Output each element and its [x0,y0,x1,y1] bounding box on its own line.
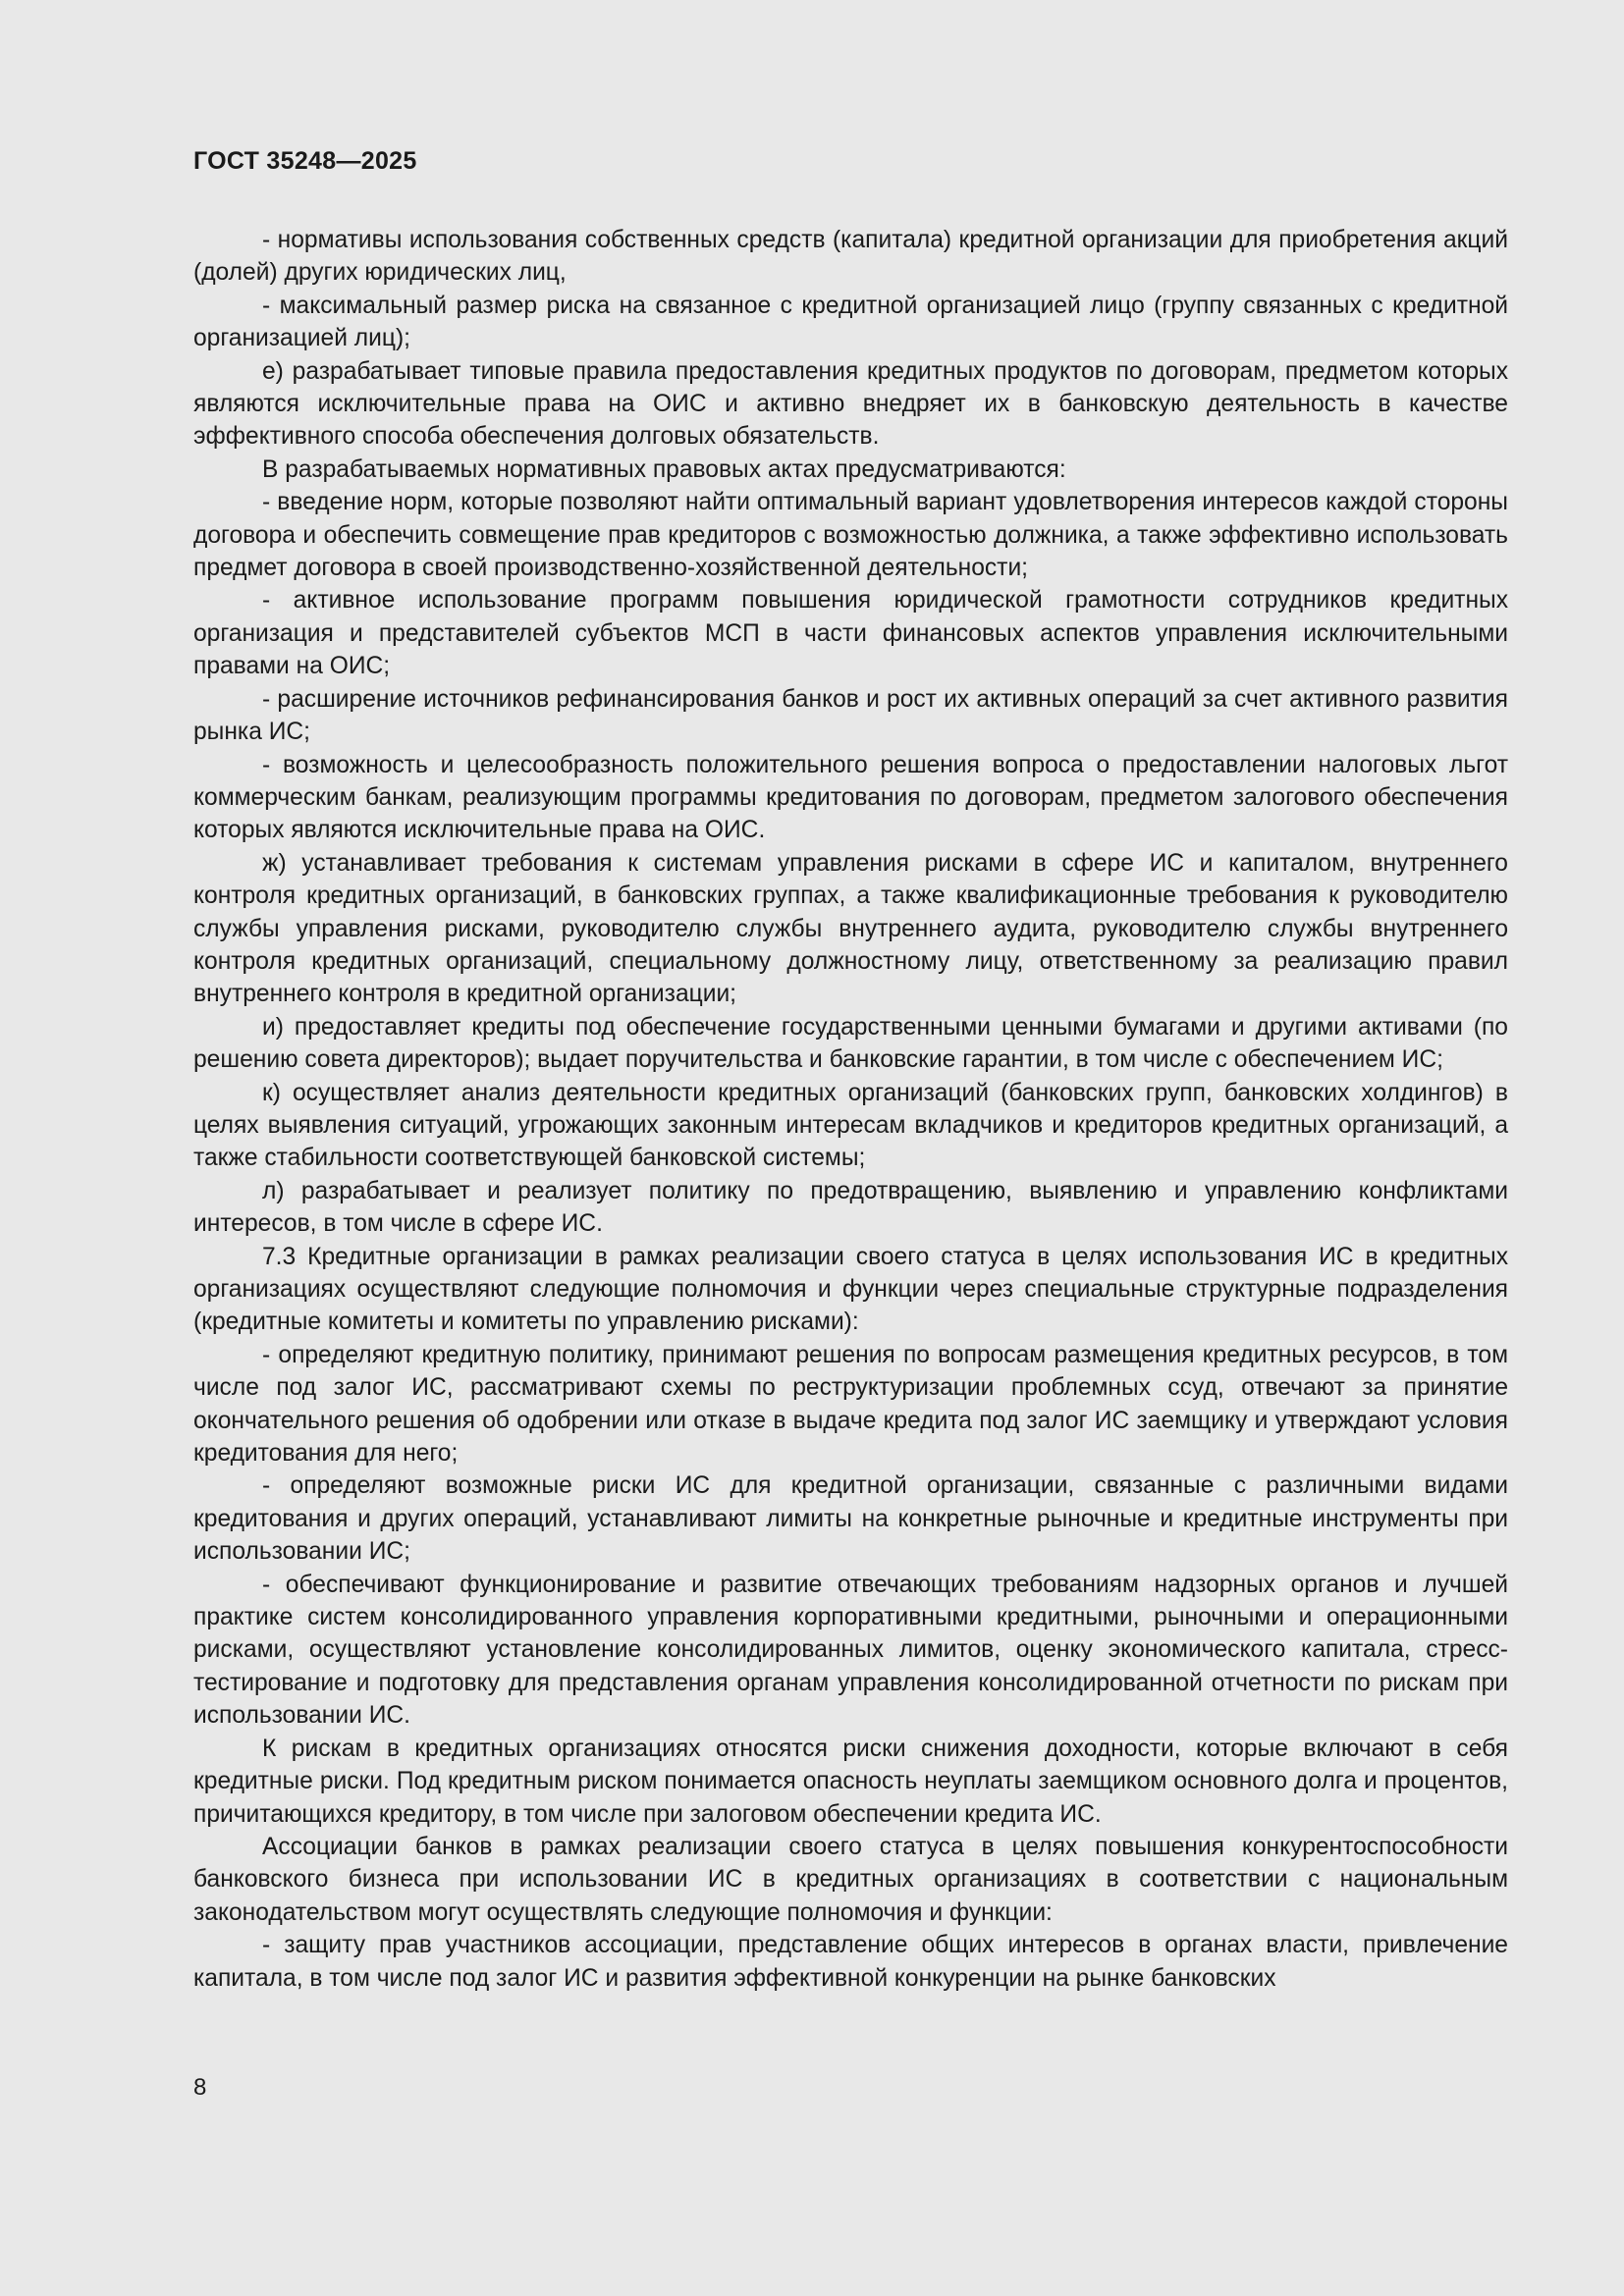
paragraph: 7.3 Кредитные организации в рамках реализации своего статуса в целях использования ИС в кредитных организациях осуществляют следующие полномочия и функции через специальные структурные подразделения (кредитные комитеты и комитеты по управлению рисками): [193,1243,1508,1336]
paragraph: К рискам в кредитных организациях относятся риски снижения доходности, которые включают в себя кредитные риски. Под кредитным риском понимается опасность неуплаты заемщиком основного долга и процентов, причитающихся кредитору, в том числе при залоговом обеспечении кредита ИС. [193,1735,1508,1828]
paragraph: Ассоциации банков в рамках реализации своего статуса в целях повышения конкурентоспособности банковского бизнеса при использовании ИС в кредитных организациях в соответствии с национальным законодательством могут осуществлять следующие полномочия и функции: [193,1833,1508,1926]
paragraph: - введение норм, которые позволяют найти оптимальный вариант удовлетворения интересов каждой стороны договора и обеспечить совмещение прав кредиторов с возможностью должника, а также эффективно использовать предмет договора в своей производственно-хозяйственной деятельности; [193,489,1508,582]
paragraph: - расширение источников рефинансирования банков и рост их активных операций за счет активного развития рынка ИС; [193,685,1508,746]
paragraph: - нормативы использования собственных средств (капитала) кредитной организации для приобретения акций (долей) других юридических лиц, [193,227,1508,287]
paragraph: - определяют кредитную политику, принимают решения по вопросам размещения кредитных ресурсов, в том числе под залог ИС, рассматривают схемы по реструктуризации проблемных ссуд, отвечают за принятие окончательного решения об одобрении или отказе в выдаче кредита под залог ИС заемщику и утверждают условия кредитования для него; [193,1341,1508,1468]
page-number: 8 [193,2074,207,2101]
paragraph: - определяют возможные риски ИС для кредитной организации, связанные с различными видами кредитования и других операций, устанавливают лимиты на конкретные рыночные и кредитные инструменты при использовании ИС; [193,1472,1508,1566]
paragraph: - защиту прав участников ассоциации, представление общих интересов в органах власти, привлечение капитала, в том числе под залог ИС и развития эффективной конкуренции на рынке банковских [193,1932,1508,1992]
paragraph: - возможность и целесообразность положительного решения вопроса о предоставлении налоговых льгот коммерческим банкам, реализующим программы кредитования по договорам, предметом залогового обеспечения которых являются исключительные права на ОИС. [193,751,1508,844]
paragraph: и) предоставляет кредиты под обеспечение государственными ценными бумагами и другими активами (по решению совета директоров); выдает поручительства и банковские гарантии, в том числе с обеспечением ИС; [193,1013,1508,1074]
paragraph: л) разрабатывает и реализует политику по предотвращению, выявлению и управлению конфликтами интересов, в том числе в сфере ИС. [193,1177,1508,1238]
paragraph: - обеспечивают функционирование и развитие отвечающих требованиям надзорных органов и лучшей практике систем консолидированного управления корпоративными кредитными, рыночными и операционными рисками, осуществляют установление консолидированных лимитов, оценку экономического капитала, стресс-тестирование и подготовку для представления органам управления консолидированной отчетности по рискам при использовании ИС. [193,1571,1508,1730]
paragraph: к) осуществляет анализ деятельности кредитных организаций (банковских групп, банковских холдингов) в целях выявления ситуаций, угрожающих законным интересам вкладчиков и кредиторов кредитных организаций, а также стабильности соответствующей банковской системы; [193,1079,1508,1172]
body-text [193,224,1508,1995]
document-header: ГОСТ 35248—2025 [193,147,417,175]
paragraph: ж) устанавливает требования к системам управления рисками в сфере ИС и капиталом, внутреннего контроля кредитных организаций, в банковских группах, а также квалификационные требования к руководителю службы управления рисками, руководителю службы внутреннего аудита, руководителю службы внутреннего контроля кредитных организаций, специальному должностному лицу, ответственному за реализацию правил внутреннего контроля в кредитной организации; [193,849,1508,1008]
paragraph: В разрабатываемых нормативных правовых актах предусматриваются: [262,455,1066,483]
paragraph: - максимальный размер риска на связанное с кредитной организацией лицо (группу связанных с кредитной организацией лиц); [193,292,1508,352]
paragraph: - активное использование программ повышения юридической грамотности сотрудников кредитных организация и представителей субъектов МСП в части финансовых аспектов управления исключительными правами на ОИС; [193,587,1508,680]
paragraph: е) разрабатывает типовые правила предоставления кредитных продуктов по договорам, предметом которых являются исключительные права на ОИС и активно внедряет их в банковскую деятельность в качестве эффективного способа обеспечения долговых обязательств. [193,357,1508,451]
